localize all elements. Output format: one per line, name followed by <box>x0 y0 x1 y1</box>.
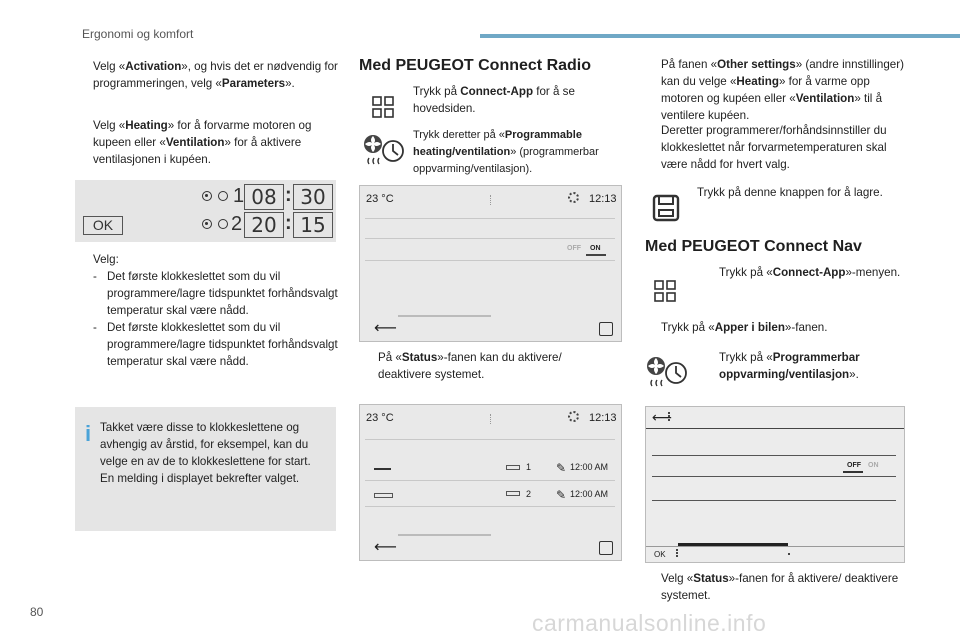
timer-row-number: 1 <box>526 462 532 472</box>
text: Velg « <box>93 119 126 132</box>
divider <box>365 439 615 440</box>
ok-button[interactable]: OK <box>654 550 666 559</box>
text: På « <box>378 351 402 364</box>
text: » (andre innstillinger) kan du velge « <box>661 58 904 88</box>
text: »-fanen. <box>784 321 828 334</box>
row-bar <box>374 468 391 470</box>
text-bold: Parameters <box>221 77 286 90</box>
dash: - <box>93 270 97 283</box>
text: På fanen « <box>661 58 718 71</box>
timer-row-time: 12:00 AM <box>570 462 609 472</box>
toggle-off-label[interactable]: OFF <box>847 462 861 469</box>
text: »-fanen kan du aktivere/ deaktivere systemet. <box>378 351 562 381</box>
scroll-indicator <box>398 534 491 536</box>
timer-number-2: 2 <box>231 213 243 235</box>
text: Trykk på « <box>719 266 773 279</box>
text: Velg « <box>93 60 126 73</box>
list-item: Det første klokkeslettet som du vil programmere/lagre tidspunktet forhåndsvalgt temperatur skal være nådd. <box>107 270 338 317</box>
divider <box>365 260 615 261</box>
section-heading-nav: Med PEUGEOT Connect Nav <box>645 238 862 255</box>
text: » for å aktivere ventilasjonen i kupéen. <box>93 136 302 166</box>
toggle-off-label[interactable]: OFF <box>567 245 581 252</box>
timer-number-1: 1 <box>233 185 245 207</box>
step-status-tab <box>378 349 603 383</box>
bottom-rule <box>646 546 904 547</box>
step-connect-app <box>413 83 608 117</box>
text: ». <box>285 77 295 90</box>
top-rule <box>646 428 904 429</box>
info-text: Takket være disse to klokkeslettene og avhengig av årstid, for eksempel, kan du velge en av de to klokkeslettene for start. En melding i displayet bekrefter valget. <box>100 421 311 485</box>
text-bold: Heating <box>736 75 779 88</box>
fan-clock-icon <box>362 133 408 167</box>
text: ». <box>849 368 859 381</box>
minute-field-2[interactable]: 15 <box>293 212 333 238</box>
apps-grid-icon <box>654 280 676 302</box>
text-bold: Ventilation <box>795 92 855 105</box>
radio-icon[interactable] <box>202 219 212 229</box>
separator <box>490 414 492 424</box>
settings-gear-icon[interactable] <box>568 192 579 203</box>
text: » for å varme opp motoren og kupéen eller « <box>661 75 870 105</box>
text-bold: Programmable heating/ventilation <box>413 129 582 158</box>
text: Deretter programmerer/forhåndsinnstiller du klokkeslettet når forvarmetemperaturen skal være nådd for hvert valg. <box>661 124 887 171</box>
text-bold: Ventilation <box>165 136 225 149</box>
timer-row-time: 12:00 AM <box>570 489 609 499</box>
watermark: carmanualsonline.info <box>532 610 767 636</box>
step-programmable <box>413 127 613 178</box>
text: Trykk på « <box>661 321 715 334</box>
clock-readout: 12:13 <box>589 193 617 205</box>
text: Trykk på « <box>719 351 773 364</box>
colon: : <box>285 212 292 234</box>
back-arrow-icon[interactable]: ⟵ <box>652 409 673 425</box>
text-bold: Heating <box>125 119 168 132</box>
settings-gear-icon[interactable] <box>568 411 579 422</box>
step-heating <box>93 117 338 168</box>
section-heading-radio: Med PEUGEOT Connect Radio <box>359 57 592 74</box>
divider <box>365 218 615 219</box>
text-bold: Connect-App <box>460 85 534 98</box>
divider <box>365 480 615 481</box>
toggle-on-label[interactable]: ON <box>590 245 601 252</box>
row-mini-bar <box>506 491 520 496</box>
step-activation <box>93 58 343 92</box>
toggle-on-label[interactable]: ON <box>868 462 879 469</box>
dot-indicator <box>788 553 790 555</box>
divider <box>365 238 615 239</box>
minute-field-1[interactable]: 30 <box>293 184 333 210</box>
info-icon: i <box>85 421 92 446</box>
step-nav-programmable <box>719 349 904 383</box>
nav-screen <box>645 406 905 563</box>
temperature-readout: 23 °C <box>366 412 394 424</box>
text-bold: Other settings <box>717 58 796 71</box>
text-bold: Programmerbar oppvarming/ventilasjon <box>719 351 860 381</box>
ok-button[interactable]: OK <box>83 216 123 235</box>
divider <box>652 455 896 456</box>
text-bold: Connect-App <box>772 266 846 279</box>
radio-screen-2 <box>359 404 622 561</box>
text: » for å forvarme motoren og kupeen eller « <box>93 119 312 149</box>
text: » (programmerbar oppvarming/ventilasjon). <box>413 146 599 175</box>
text: », og hvis det er nødvendig for programmeringen, velg « <box>93 60 338 90</box>
hour-field-1[interactable]: 08 <box>244 184 284 210</box>
step-select <box>93 251 343 370</box>
scroll-indicator <box>398 315 491 317</box>
list-item: Det første klokkeslettet som du vil programmere/lagre tidspunktet forhåndsvalgt temperatur skal være nådd. <box>107 321 338 368</box>
back-arrow-icon[interactable]: ⟵ <box>374 539 397 556</box>
save-icon[interactable] <box>599 322 613 336</box>
radio-icon[interactable] <box>202 191 212 201</box>
text: Trykk på <box>413 85 461 98</box>
apps-grid-icon <box>372 96 394 118</box>
more-icon[interactable] <box>668 412 671 421</box>
timer-panel <box>75 180 336 242</box>
row-mini-bar <box>506 465 520 470</box>
text: » til å ventilere kupéen. <box>661 92 883 122</box>
page-number: 80 <box>30 605 44 619</box>
text: »-menyen. <box>845 266 901 279</box>
timer-row-number: 2 <box>526 489 532 499</box>
edit-pencil-icon[interactable]: ✎ <box>556 488 567 502</box>
step-other-settings <box>661 56 911 124</box>
fan-clock-icon <box>645 355 691 389</box>
text: Velg: <box>93 253 119 266</box>
hour-field-2[interactable]: 20 <box>244 212 284 238</box>
temperature-readout: 23 °C <box>366 193 394 205</box>
save-icon[interactable] <box>599 541 613 555</box>
text: »-fanen for å aktivere/ deaktivere systemet. <box>661 572 899 602</box>
header-rule <box>480 34 960 38</box>
separator <box>490 195 492 205</box>
text-bold: Status <box>401 351 438 364</box>
running-header: Ergonomi og komfort <box>82 27 194 41</box>
text-bold: Apper i bilen <box>714 321 785 334</box>
divider <box>652 500 896 501</box>
radio-screen-1 <box>359 185 622 342</box>
step-nav-connect-app <box>719 264 904 281</box>
step-apps-tab <box>661 319 901 336</box>
back-arrow-icon[interactable]: ⟵ <box>374 320 397 337</box>
step-nav-status <box>661 570 901 604</box>
save-instruction: Trykk på denne knappen for å lagre. <box>697 186 883 199</box>
text: Velg « <box>661 572 694 585</box>
clock-icon <box>218 219 228 229</box>
edit-pencil-icon[interactable]: ✎ <box>556 461 567 475</box>
dash: - <box>93 321 97 334</box>
text-bold: Status <box>693 572 729 585</box>
text-bold: Activation <box>125 60 182 73</box>
clock-readout: 12:13 <box>589 412 617 424</box>
clock-icon <box>218 191 228 201</box>
row-bar <box>374 493 393 498</box>
divider <box>652 476 896 477</box>
info-box <box>75 407 336 531</box>
more-icon[interactable] <box>676 549 679 557</box>
colon: : <box>285 184 292 206</box>
toggle-bar <box>843 471 863 473</box>
save-icon <box>652 194 680 222</box>
text: Trykk deretter på « <box>413 129 505 141</box>
divider <box>365 506 615 507</box>
text: for å se hovedsiden. <box>413 85 575 115</box>
step-program-time <box>661 122 911 173</box>
toggle-bar <box>586 254 606 256</box>
